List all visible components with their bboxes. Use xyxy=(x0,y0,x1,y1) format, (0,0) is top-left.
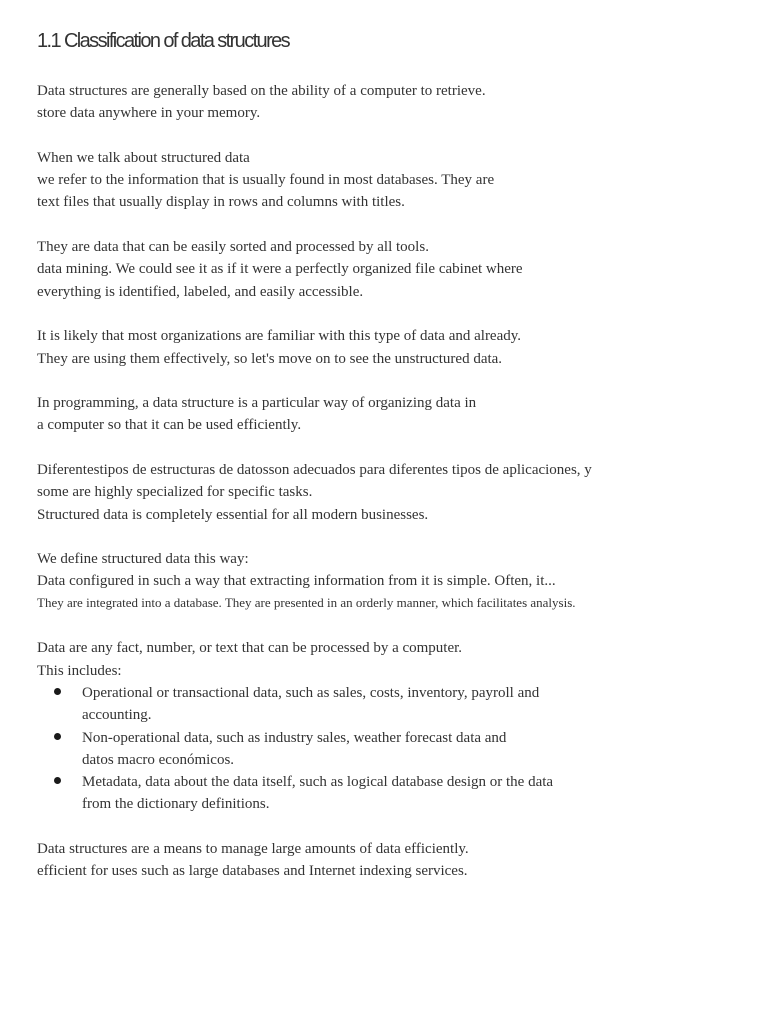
paragraph-1-line-2: store data anywhere in your memory. xyxy=(37,105,261,121)
bullet-dot-icon xyxy=(54,777,61,784)
section-title: 1.1 Classification of data structures xyxy=(37,30,290,52)
paragraph-7-line-3: They are integrated into a database. They are presented in an orderly manner, which facilitates analysis. xyxy=(37,595,576,610)
paragraph-7-line-2: Data configured in such a way that extracting information from it is simple. Often, it... xyxy=(37,573,556,589)
bullet-2-line-2: datos macro económicos. xyxy=(82,752,235,768)
bullet-1-line-2: accounting. xyxy=(82,707,152,723)
closing-line-1: Data structures are a means to manage large amounts of data efficiently. xyxy=(37,841,469,857)
paragraph-2-line-3: text files that usually display in rows and columns with titles. xyxy=(37,194,405,210)
paragraph-6-line-3: Structured data is completely essential for all modern businesses. xyxy=(37,507,429,523)
paragraph-3-line-1: They are data that can be easily sorted and processed by all tools. xyxy=(37,239,429,255)
paragraph-6-line-1: Diferentestipos de estructuras de datosson adecuados para diferentes tipos de aplicaciones, y xyxy=(37,462,592,478)
bullet-1-line-1: Operational or transactional data, such as sales, costs, inventory, payroll and xyxy=(82,685,540,701)
paragraph-7-line-1: We define structured data this way: xyxy=(37,551,249,567)
bullet-dot-icon xyxy=(54,688,61,695)
bullet-3-line-1: Metadata, data about the data itself, such as logical database design or the data xyxy=(82,774,554,790)
bullet-3-line-2: from the dictionary definitions. xyxy=(82,796,270,812)
paragraph-3-line-2: data mining. We could see it as if it were a perfectly organized file cabinet where xyxy=(37,261,523,277)
paragraph-5-line-2: a computer so that it can be used efficiently. xyxy=(37,417,302,433)
paragraph-8-line-2: This includes: xyxy=(37,663,122,679)
paragraph-4-line-2: They are using them effectively, so let's move on to see the unstructured data. xyxy=(37,351,503,367)
paragraph-6-line-2: some are highly specialized for specific tasks. xyxy=(37,484,313,500)
paragraph-8-line-1: Data are any fact, number, or text that can be processed by a computer. xyxy=(37,640,463,656)
closing-line-2: efficient for uses such as large databases and Internet indexing services. xyxy=(37,863,468,879)
paragraph-2-line-1: When we talk about structured data xyxy=(37,150,250,166)
bullet-2-line-1: Non-operational data, such as industry sales, weather forecast data and xyxy=(82,730,507,746)
paragraph-5-line-1: In programming, a data structure is a particular way of organizing data in xyxy=(37,395,477,411)
paragraph-4-line-1: It is likely that most organizations are familiar with this type of data and already. xyxy=(37,328,522,344)
paragraph-1-line-1: Data structures are generally based on the ability of a computer to retrieve. xyxy=(37,83,486,99)
paragraph-2-line-2: we refer to the information that is usually found in most databases. They are xyxy=(37,172,495,188)
paragraph-3-line-3: everything is identified, labeled, and easily accessible. xyxy=(37,284,364,300)
bullet-dot-icon xyxy=(54,733,61,740)
